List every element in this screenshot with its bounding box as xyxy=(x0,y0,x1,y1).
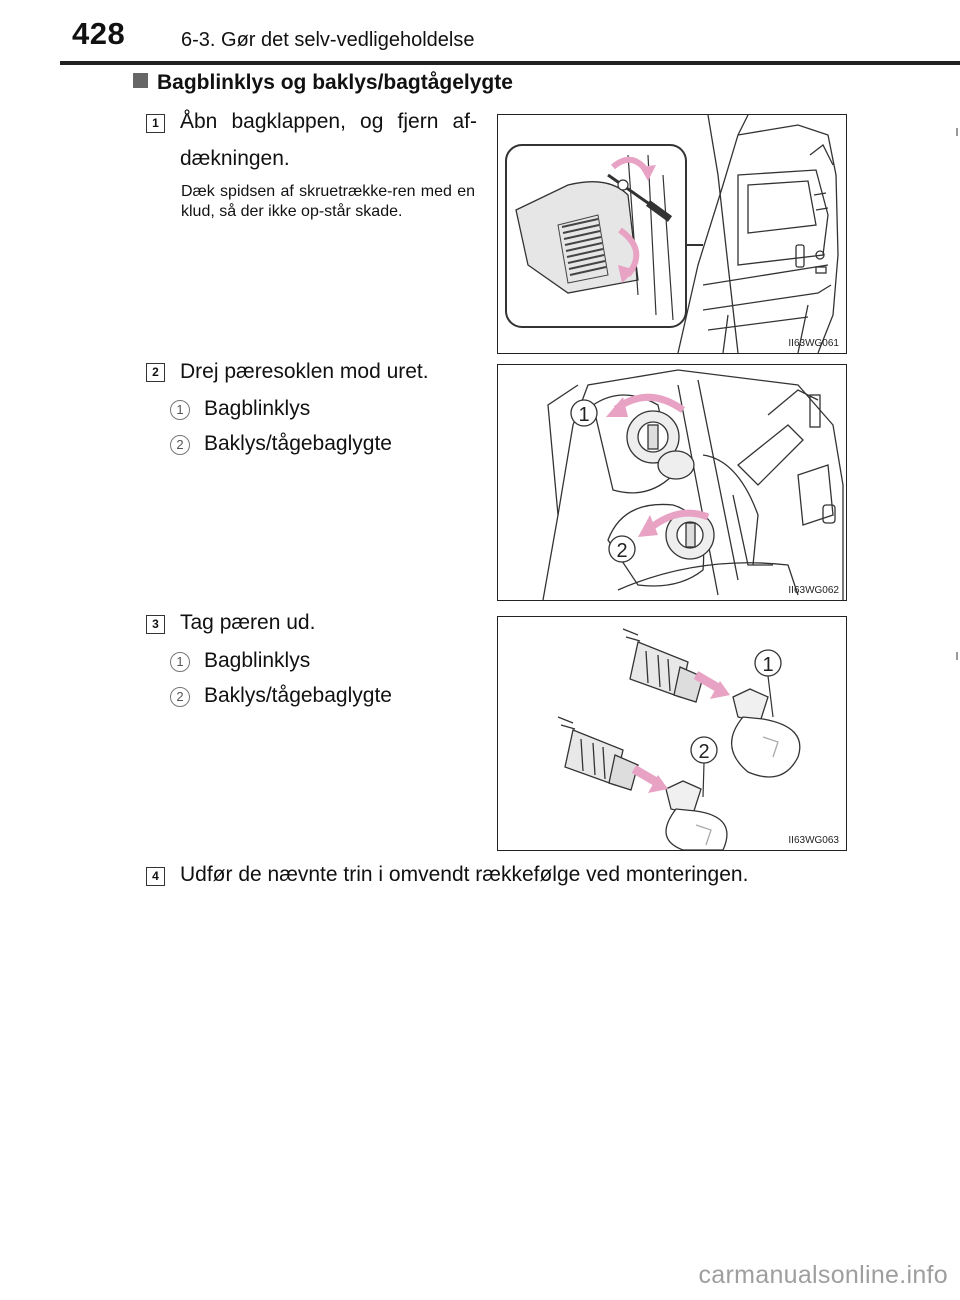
watermark: carmanualsonline.info xyxy=(698,1261,948,1289)
step-1-text xyxy=(180,106,477,175)
step-1-number: 1 xyxy=(146,114,165,133)
chapter-title: 6-3. Gør det selv-vedligeholdelse xyxy=(181,29,475,51)
figure-code: II63WG063 xyxy=(788,835,839,846)
step-3-text: Tag pæren ud. xyxy=(180,611,316,634)
figure-callout-2: 2 xyxy=(616,540,628,562)
step-2-text: Drej pæresoklen mod uret. xyxy=(180,360,429,383)
step-2-item-2-number: 2 xyxy=(170,435,190,455)
step-3-number: 3 xyxy=(146,615,165,634)
section-bullet-icon xyxy=(133,73,148,88)
margin-mark xyxy=(956,652,958,660)
page-number: 428 xyxy=(72,16,126,51)
figure-callout-1: 1 xyxy=(578,404,590,426)
figure-code: II63WG061 xyxy=(788,338,839,349)
step-3-item-2-number: 2 xyxy=(170,687,190,707)
section-title xyxy=(133,71,513,95)
step-2-number: 2 xyxy=(146,363,165,382)
step-1-text-line1: Åbn bagklappen, og fjern af- xyxy=(180,110,477,133)
step-4-text: Udfør de nævnte trin i omvendt rækkefølge ved monteringen. xyxy=(180,863,749,886)
header-rule xyxy=(60,61,960,65)
step-2-item-1-number: 1 xyxy=(170,400,190,420)
step-4-number: 4 xyxy=(146,867,165,886)
rear-hatch-illustration xyxy=(498,115,846,353)
step-3-item-2-label: Baklys/tågebaglygte xyxy=(204,684,392,707)
step-3-item-1-number: 1 xyxy=(170,652,190,672)
step-1-note: Dæk spidsen af skruetrække-ren med en klud, så der ikke op-står skade. xyxy=(181,183,475,220)
figure-callout-1: 1 xyxy=(762,654,774,676)
bulb-removal-illustration xyxy=(498,617,846,850)
step-3-item-1-label: Bagblinklys xyxy=(204,649,311,672)
step-2-item-1-label: Bagblinklys xyxy=(204,397,311,420)
figure-callout-2: 2 xyxy=(698,741,710,763)
margin-mark xyxy=(956,128,958,136)
figure-bulb-sockets xyxy=(497,364,847,601)
step-1-text-line2: dækningen. xyxy=(180,147,290,170)
figure-rear-hatch-cover xyxy=(497,114,847,354)
figure-bulb-removal xyxy=(497,616,847,851)
step-2-item-2-label: Baklys/tågebaglygte xyxy=(204,432,392,455)
section-title-text: Bagblinklys og baklys/bagtågelygte xyxy=(157,71,513,94)
figure-code: II63WG062 xyxy=(788,585,839,596)
bulb-socket-illustration xyxy=(498,365,846,600)
